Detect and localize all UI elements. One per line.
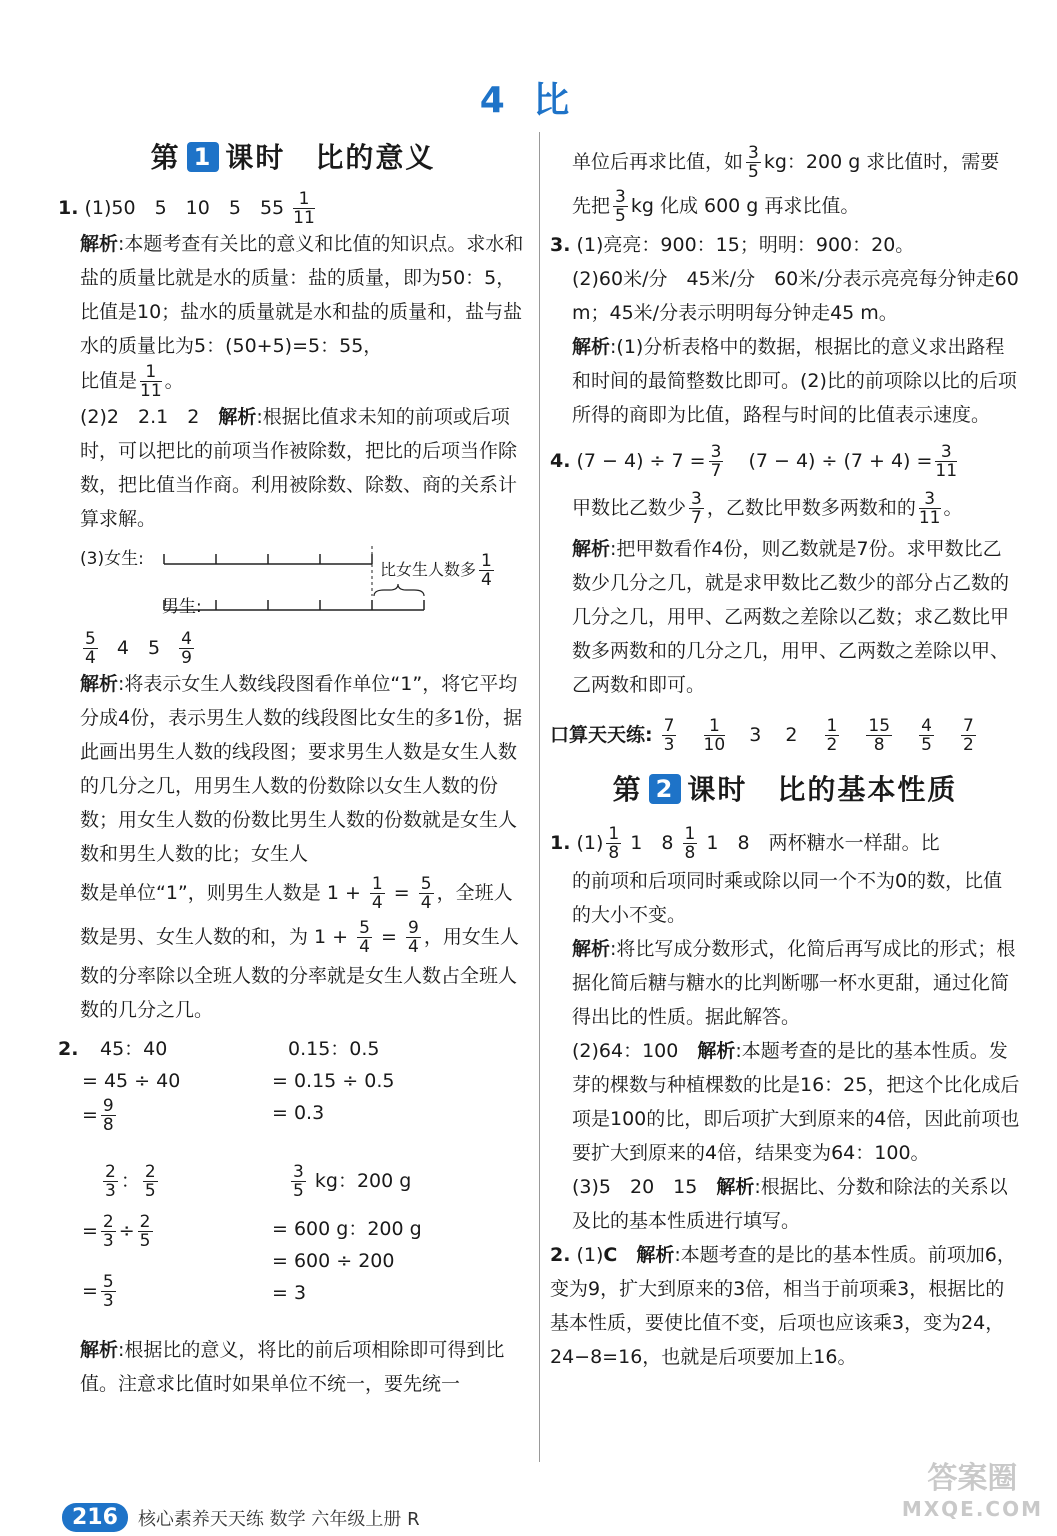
fraction: $\frac{5}{4}$ bbox=[359, 918, 370, 957]
chapter-title: 4 比 bbox=[479, 80, 578, 121]
q1-3-analysis-d: 数的分率除以全班人数的分率就是女生人数占全班人数的几分之几。 bbox=[80, 965, 518, 1021]
fraction: $\frac{3}{5}$ bbox=[748, 143, 759, 182]
mental-value: 3 bbox=[749, 724, 762, 746]
lesson-2-title bbox=[550, 768, 1020, 808]
q2-label: 2. bbox=[58, 1038, 79, 1060]
lesson-1-badge: 1 bbox=[187, 142, 220, 172]
page-footer bbox=[62, 1503, 420, 1532]
l2-q2-label: 2. bbox=[550, 1244, 571, 1266]
calc-line: = 600 g：200 g bbox=[272, 1218, 422, 1240]
q1-1-values: (1)50 5 10 5 55 bbox=[84, 197, 285, 219]
q1-1-analysis: 解析:本题考查有关比的意义和比值的知识点。求水和盐的质量比就是水的质量：盐的质量，即为50：5，比值是10；盐水的质量就是水和盐的质量和，盐与盐水的质量比为5：(50+5)=5：55， bbox=[80, 233, 524, 357]
q1-2-answer: (2)2 2.1 2 解析:根据比值求未知的前项或后项时，可以把比的前项当作被除数，把比的后项当作除数，把比值当作商。利用被除数、除数、商的关系计算求解。 bbox=[80, 406, 518, 530]
l2-q2: 2. (1)C 解析:本题考查的是比的基本性质。前项加6，变为9，扩大到原来的3倍，相当于前项乘3，根据比的基本性质，要使比值不变，后项也应该乘3，变为24，24−8=16，也就是后项要加上16。 bbox=[550, 1244, 1016, 1368]
fraction: $\frac{3}{5}$ bbox=[293, 1162, 304, 1201]
fraction: $\frac{5}{4}$ bbox=[420, 874, 432, 913]
lesson-1-pre: 第 bbox=[150, 141, 181, 174]
l2-q1-analysis: 解析:将比写成分数形式，化简后再写成比的形式；根据化简后糖与糖水的比判断哪一杯水更甜，通过化简得出比的性质。据此解答。 bbox=[572, 938, 1016, 1028]
analysis-label: 解析 bbox=[80, 673, 119, 695]
q2-analysis: 解析:根据比的意义，将比的前后项相除即可得到比值。注意求比值时如果单位不统一，要先统一 bbox=[80, 1339, 505, 1395]
fraction: $\frac{3}{11}$ bbox=[918, 489, 941, 528]
q3-1-answer: 3. (1)亮亮：900：15；明明：900：20。 bbox=[550, 234, 915, 256]
fraction: $\frac{1}{11}$ bbox=[293, 189, 315, 228]
lesson-2-pre: 第 bbox=[612, 773, 643, 806]
watermark-bottom: MXQE.COM bbox=[901, 1497, 1043, 1521]
fraction: $\frac{1}{4}$ bbox=[481, 551, 492, 590]
left-column bbox=[58, 132, 528, 1401]
analysis-label: 解析 bbox=[572, 336, 611, 358]
q4-conclusion: 甲数比乙数少 $\frac{3}{7}$ ，乙数比甲数多两数和的 $\frac{3}{11}$ 。 bbox=[572, 489, 963, 528]
fraction: $\frac{2}{3}$ bbox=[102, 1212, 114, 1251]
fraction: $\frac{1}{8}$ bbox=[608, 824, 620, 863]
watermark-top: 答案圈 bbox=[927, 1461, 1018, 1496]
mental-math-label: 口算天天练: bbox=[550, 724, 653, 746]
book-title: 核心素养天天练 数学 六年级上册 R bbox=[137, 1508, 420, 1530]
analysis-label: 解析 bbox=[218, 406, 257, 428]
fraction: $\frac{9}{8}$ bbox=[102, 1096, 114, 1135]
analysis-label: 解析 bbox=[572, 938, 611, 960]
fraction: $\frac{3}{11}$ bbox=[935, 442, 958, 481]
lesson-2-badge: 2 bbox=[649, 774, 682, 804]
fraction: $\frac{1}{11}$ bbox=[140, 362, 162, 401]
lesson-1-post: 课时 比的意义 bbox=[225, 141, 436, 174]
analysis-label: 解析 bbox=[636, 1244, 675, 1266]
calc-line: = $\frac{9}{8}$ bbox=[82, 1096, 114, 1135]
analysis-label: 解析 bbox=[716, 1176, 755, 1198]
fraction: $\frac{3}{5}$ bbox=[615, 187, 626, 226]
q1-3-analysis-c: 数是男、女生人数的和，为 1 + $\frac{5}{4}$ = $\frac{9}{4}$ ，用女生人 bbox=[80, 918, 519, 957]
mental-fraction: $\frac{15}{8}$ bbox=[868, 716, 891, 755]
calc-line: = 600 ÷ 200 bbox=[272, 1250, 395, 1272]
fraction: $\frac{3}{7}$ bbox=[691, 489, 702, 528]
fraction: $\frac{9}{4}$ bbox=[407, 918, 419, 957]
q4-answer: 4. (7 − 4) ÷ 7 = $\frac{3}{7}$ (7 − 4) ÷ (7 + 4) = $\frac{3}{11}$ bbox=[550, 442, 958, 481]
mental-value: 2 bbox=[785, 724, 798, 746]
fraction: $\frac{3}{7}$ bbox=[710, 442, 722, 481]
calc-line: = 3 bbox=[272, 1282, 307, 1304]
page-number: 216 bbox=[62, 1503, 128, 1532]
calc-line: = $\frac{2}{3}$ ÷ $\frac{2}{5}$ bbox=[82, 1212, 151, 1251]
q3-analysis: 解析:(1)分析表格中的数据，根据比的意义求出路程和时间的最简整数比即可。(2)比的前项除以比的后项所得的商即为比值，路程与时间的比值表示速度。 bbox=[572, 336, 1017, 426]
l2-q1-answer: 1. (1) $\frac{1}{8}$ 1 8 $\frac{1}{8}$ 1 8 两杯糖水一样甜。比 bbox=[550, 824, 940, 863]
mental-fraction: $\frac{7}{2}$ bbox=[962, 716, 974, 755]
mental-fraction: $\frac{4}{5}$ bbox=[921, 716, 932, 755]
analysis-label: 解析 bbox=[572, 538, 611, 560]
watermark bbox=[901, 1461, 1043, 1524]
q4-label: 4. bbox=[550, 450, 571, 472]
fraction: $\frac{5}{3}$ bbox=[102, 1272, 114, 1311]
mental-fraction: $\frac{1}{10}$ bbox=[703, 716, 726, 755]
q1-1-analysis-tail: 比值是 $\frac{1}{11}$ 。 bbox=[80, 362, 184, 401]
calc-line: = $\frac{5}{3}$ bbox=[82, 1272, 114, 1311]
calc-line: = 0.3 bbox=[272, 1102, 325, 1124]
fraction: $\frac{1}{4}$ bbox=[371, 874, 383, 913]
fraction: $\frac{2}{3}$ bbox=[105, 1162, 116, 1201]
line-segment-diagram bbox=[80, 542, 528, 626]
girl-label: (3)女生: bbox=[80, 549, 144, 569]
l2-q1-label: 1. bbox=[550, 832, 571, 854]
q1-3-analysis: 解析:将表示女生人数线段图看作单位“1”，将它平均分成4份，表示男生人数的线段图比女生的多1份，据此画出男生人数的线段图；要求男生人数是女生人数的几分之几，用男生人数的份数除以女生人数的份数；用女生人数的份数比男生人数的份数就是女生人数和男生人数的比；女生人 bbox=[80, 673, 523, 865]
calc-line: $\frac{3}{5}$ kg：200 g bbox=[293, 1162, 412, 1201]
analysis-label: 解析 bbox=[80, 1339, 119, 1361]
l2-q2-choice: C bbox=[603, 1244, 618, 1266]
l2-q1-3: (3)5 20 15 解析:根据比、分数和除法的关系以及比的基本性质进行填写。 bbox=[572, 1176, 1008, 1232]
q2-calculations bbox=[58, 1033, 528, 1333]
calc-line: 45：40 bbox=[100, 1038, 168, 1060]
q2-analysis-cont: 单位后再求比值，如 $\frac{3}{5}$ kg：200 g 求比值时，需要 bbox=[572, 143, 1000, 182]
q3-label: 3. bbox=[550, 234, 571, 256]
mental-math-row bbox=[550, 710, 1020, 760]
lesson-1-title bbox=[58, 136, 528, 176]
q1-label: 1. bbox=[58, 197, 79, 219]
calc-line: $\frac{2}{3}$ ： $\frac{2}{5}$ bbox=[105, 1162, 156, 1201]
fraction: $\frac{1}{8}$ bbox=[684, 824, 696, 863]
l2-q1-2: (2)64：100 解析:本题考查的是比的基本性质。发芽的棵数与种植棵数的比是16：25，把这个比化成后项是100的比，即后项扩大到原来的4倍，因此前项也要扩大到原来的4倍，结果变为64：100。 bbox=[572, 1040, 1020, 1164]
q1-3-analysis-b: 数是单位“1”，则男生人数是 1 + $\frac{1}{4}$ = $\frac{5}{4}$ ，全班人 bbox=[80, 874, 513, 913]
boy-label: 男生: bbox=[162, 597, 202, 617]
q2-analysis-cont2: 先把 $\frac{3}{5}$ kg 化成 600 g 再求比值。 bbox=[572, 187, 860, 226]
calc-line: 0.15：0.5 bbox=[288, 1038, 380, 1060]
q3-2-answer: (2)60米/分 45米/分 60米/分表示亮亮每分钟走60 m；45米/分表示明明每分钟走45 m。 bbox=[572, 268, 1019, 324]
fraction: $\frac{4}{9}$ bbox=[181, 629, 192, 668]
l2-q1-rest: 的前项和后项同时乘或除以同一个不为0的数，比值的大小不变。 bbox=[572, 870, 1003, 926]
q1-1-answer bbox=[58, 190, 528, 227]
column-divider bbox=[539, 132, 540, 1462]
fraction: $\frac{5}{4}$ bbox=[85, 629, 96, 668]
mental-fraction: $\frac{1}{2}$ bbox=[826, 716, 838, 755]
q1-3-answer: $\frac{5}{4}$ 4 5 $\frac{4}{9}$ bbox=[85, 629, 192, 668]
q4-analysis: 解析:把甲数看作4份，则乙数就是7份。求甲数比乙数少几分之几，就是求甲数比乙数少的部分占乙数的几分之几，用甲、乙两数之差除以乙数；求乙数比甲数多两数和的几分之几，用甲、乙两数之差除以甲、乙两数和即可。 bbox=[572, 538, 1010, 696]
mental-fraction: $\frac{7}{3}$ bbox=[663, 716, 675, 755]
analysis-label: 解析 bbox=[697, 1040, 736, 1062]
analysis-label: 解析 bbox=[80, 233, 119, 255]
fraction: $\frac{2}{5}$ bbox=[139, 1212, 151, 1251]
calc-line: = 45 ÷ 40 bbox=[82, 1070, 181, 1092]
segment-note: 比女生人数多 $\frac{1}{4}$ bbox=[380, 551, 492, 590]
fraction: $\frac{2}{5}$ bbox=[144, 1162, 156, 1201]
lesson-2-post: 课时 比的基本性质 bbox=[687, 773, 958, 806]
calc-line: = 0.15 ÷ 0.5 bbox=[272, 1070, 395, 1092]
right-column bbox=[550, 140, 1020, 1374]
